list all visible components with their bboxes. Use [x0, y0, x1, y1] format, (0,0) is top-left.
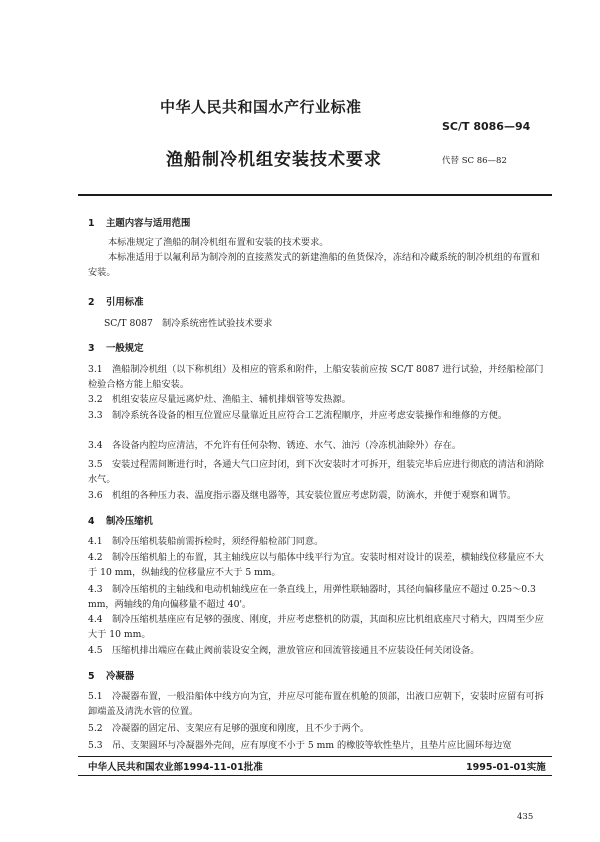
section-3-heading [88, 340, 144, 354]
clause-text: 渔船制冷机组（以下称机组）及相应的管系和附件，上船安装前应按 SC/T 8087 进行试验，并经船检部门检验合格方能上船安装。 [88, 364, 544, 390]
clause-number: 5.2 [88, 723, 103, 734]
section-number: 3 [88, 343, 95, 354]
referenced-standard: SC/T 8087 制冷系统密性试验技术要求 [104, 318, 273, 329]
clause-text: 制冷压缩机基座应有足够的强度、刚度，并应考虑整机的防震，其面积应比机组底座尺寸稍大，四周至少应大于 10 mm。 [88, 614, 544, 640]
clause-number: 3.6 [88, 490, 103, 501]
clause-number: 4.2 [88, 552, 103, 563]
clause-text: 冷凝器布置，一般沿船体中线方向为宜，并应尽可能布置在机舱的顶部，出液口应朝下，安装时应留有可拆卸端盖及清洗水管的位置。 [88, 691, 544, 717]
clause [88, 550, 544, 580]
clause [88, 738, 544, 753]
section-title: 冷凝器 [106, 671, 135, 682]
clause-number: 5.3 [88, 740, 103, 751]
clause [88, 392, 544, 407]
clause [88, 689, 544, 719]
clause-text: 制冷压缩机船上的布置，其主轴线应以与船体中线平行为宜。安装时相对设计的误差，横轴线位移量应不大于 10 mm，纵轴线的位移量应不大于 5 mm。 [88, 552, 544, 578]
clause-text: 吊、支架圆环与冷凝器外壳间，应有厚度不小于 5 mm 的橡胶等软性垫片，且垫片应比圆环每边宽 [112, 740, 512, 751]
footer-divider-top [78, 756, 552, 757]
section-number: 4 [88, 516, 95, 527]
page-number: 435 [517, 812, 534, 822]
section-title: 引用标准 [106, 297, 144, 308]
clause-number: 3.1 [88, 364, 103, 375]
clause [88, 612, 544, 642]
clause [88, 438, 544, 453]
clause [88, 362, 544, 392]
clause-text: 制冷压缩机的主轴线和电动机轴线应在一条直线上，用弹性联轴器时，其径向偏移量应不超过 0.25～0.3 mm，两轴线的角向偏移量不超过 40'。 [88, 584, 536, 610]
section-title: 制冷压缩机 [106, 516, 153, 527]
clause [88, 488, 544, 503]
clause [88, 643, 544, 658]
clause-text: 制冷系统各设备的相互位置应尽量靠近且应符合工艺流程顺序，并应考虑安装操作和维修的方便。 [112, 410, 508, 421]
clause-number: 3.4 [88, 440, 103, 451]
header-divider [78, 194, 552, 196]
clause-text: 各设备内腔均应清洁，不允许有任何杂物、锈迹、水气、油污（冷冻机油除外）存在。 [112, 440, 462, 451]
section-title: 一般规定 [106, 343, 144, 354]
document-title: 渔船制冷机组安装技术要求 [166, 150, 382, 170]
section-title: 主题内容与适用范围 [106, 218, 191, 229]
clause-number: 4.4 [88, 614, 103, 625]
clause-number: 3.5 [88, 459, 103, 470]
clause-text: 制冷压缩机装船前需拆检时，须经得船检部门同意。 [112, 536, 324, 547]
clause-text: 压缩机排出端应在截止阀前装设安全阀，泄放管应和回流管接通且不应装设任何关闭设备。 [112, 645, 480, 656]
standard-code: SC/T 8086—94 [442, 120, 531, 133]
clause-number: 4.3 [88, 584, 103, 595]
clause [88, 457, 544, 487]
clause [88, 534, 544, 549]
footer-divider-bottom [78, 775, 552, 776]
paragraph: 本标准适用于以氟利昂为制冷剂的直接蒸发式的新建渔船的鱼货保冷，冻结和冷藏系统的制冷机组的布置和安装。 [88, 252, 540, 278]
clause [88, 582, 544, 612]
section-number: 1 [88, 218, 95, 229]
clause-text: 机组安装应尽量远离炉灶、渔船主、辅机排烟管等发热源。 [112, 394, 351, 405]
section-number: 5 [88, 671, 95, 682]
clause-number: 4.5 [88, 645, 103, 656]
clause-number: 3.3 [88, 410, 103, 421]
replaces-standard: 代替 SC 86—82 [442, 156, 507, 166]
standard-category: 中华人民共和国水产行业标准 [160, 98, 362, 116]
clause-number: 5.1 [88, 691, 103, 702]
approval-line: 中华人民共和国农业部1994-11-01批准 [88, 762, 263, 773]
clause-text: 安装过程需间断进行时，各通大气口应封闭，到下次安装时才可拆开，组装完毕后应进行彻底的清洁和消除水气。 [88, 459, 544, 485]
clause [88, 408, 544, 423]
section-5-heading [88, 668, 134, 682]
section-4-heading [88, 513, 153, 527]
paragraph: 本标准规定了渔船的制冷机组布置和安装的技术要求。 [108, 237, 329, 248]
section-2-heading [88, 294, 144, 308]
clause-number: 3.2 [88, 394, 103, 405]
section-1-heading [88, 215, 190, 229]
clause-text: 机组的各种压力表、温度指示器及继电器等，其安装位置应考虑防震，防滴水，并便于观察和调节。 [112, 490, 517, 501]
effective-date: 1995-01-01实施 [466, 762, 546, 773]
section-number: 2 [88, 297, 95, 308]
clause-text: 冷凝器的固定吊、支架应有足够的强度和刚度，且不少于两个。 [112, 723, 370, 734]
clause-number: 4.1 [88, 536, 103, 547]
clause [88, 721, 544, 736]
